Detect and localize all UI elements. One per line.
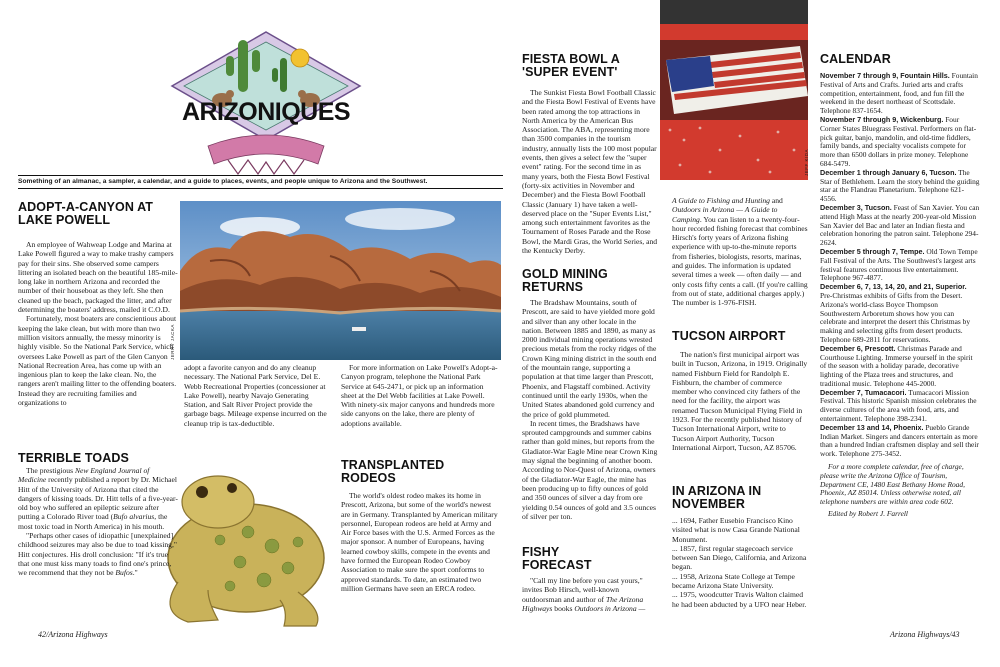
fiesta-heading: FIESTA BOWL A 'SUPER EVENT' [522, 52, 620, 79]
november-heading: IN ARIZONA IN NOVEMBER [672, 484, 762, 511]
footer-right: Arizona Highways/43 [890, 630, 960, 639]
fishy-heading: FISHY FORECAST [522, 545, 592, 572]
gold-paragraph-2: In recent times, the Bradshaws have sprouted campgrounds and summer cabins rather than gold mines, but reports from the Gladiator-War Eagle Mine near Crown King may signal the beginning of another boom. According to Nor-Quest of Arizona, owners of the Gladiator-War Eagle, the mine has been producing up to fifty ounces of gold and 350 ounces of silver a day from ore yielding 0.54 ounces of gold and 3.5 ounces of silver per ton. [522, 418, 658, 521]
tagline-rule-bottom [18, 188, 503, 189]
november-item: ... 1857, first regular stagecoach service between San Diego, California, and Arizona began. [672, 543, 807, 572]
rodeos-heading: TRANSPLANTED RODEOS [341, 458, 445, 485]
fiesta-bowl-photo [660, 0, 808, 180]
gold-body [522, 298, 658, 521]
fishy-body [522, 576, 658, 613]
adopt-column-3 [341, 363, 501, 428]
fiesta-paragraph-1: The Sunkist Fiesta Bowl Football Classic and the Fiesta Bowl Festival of Events have been rated among the top attractions in North America by the American Bus Association. The ABA, representing more than 3500 companies in the tourism industry, annually lists the 100 most popular events, then gives a select few the "super event" rating. For the second time in as many years, both the Fiesta Bowl Festival (forty-six activities in November and December) and the Fiesta Bowl Football Classic (January 1) have taken a well-deserved place on the "Super Events List," among such entertainment favorites as the Tournament of Roses Parade and the Rose Bowl, the Mardi Gras, the World Series, and the Kentucky Derby. [522, 88, 658, 256]
fiesta-photo-credit: JEFF KIDA [804, 148, 809, 176]
calendar-editor: Edited by Robert J. Farrell [828, 509, 908, 519]
gold-paragraph-1: The Bradshaw Mountains, south of Prescott, are said to have yielded more gold and silver than any other locale in the nation. Between 1885 and 1890, as many as 2000 individual mining operations wrested precious metals from the rocky ridges of the Crown King mining district in the south end of the mountain range, supporting a population at that time larger than Prescott, Phoenix, and Flagstaff combined. Activity continued until the early 1930s, when the United States abandoned gold currency and the price of gold plummeted. [522, 298, 657, 419]
calendar-entry: December 13 and 14, Phoenix. Pueblo Grande Indian Market. Singers and dancers entertain as more than a hundred Indian craftsmen display and sell their work. Telephone 275-3452. [820, 422, 979, 459]
canyon-photo-icon [180, 201, 501, 360]
calendar-entry: November 7 through 9, Wickenburg. Four Corner States Bluegrass Festival. Performers on flat-pick guitar, banjo, mandolin, and old-time fiddlers, family bands, and specialty vocalists compete for more than 6500 dollars in prize money. Telephone 684-5479. [820, 114, 977, 168]
toads-paragraph-1: The prestigious New England Journal of Medicine recently published a report by Dr. Michael Hitt of the University of Arizona that cited the dangers of kissing toads. Dr. Hitt tells of a five-year-old boy who suffered an epileptic seizure after putting a Colorado River toad (Bufo alvarius, the most toxic toad in North America) in his mouth. [18, 466, 178, 531]
calendar-entry: December 5 through 7, Tempe. Old Town Tempe Fall Festival of the Arts. The Southwest's largest arts festival features continuous live entertainment. Telephone 967-4877. [820, 246, 978, 283]
adopt-column-2 [184, 363, 330, 428]
tagline-rule-top [18, 175, 503, 176]
footer-left: 42/Arizona Highways [38, 630, 108, 639]
arizoniques-logo [168, 28, 364, 178]
airport-heading: TUCSON AIRPORT [672, 329, 786, 343]
calendar-entry: December 6, 7, 13, 14, 20, and 21, Superior. Pre-Christmas exhibits of Gifts from the Desert. Arizona's world-class Boyce Thompson Southwestern Arboretum shows how you can celebrate and interpret the desert this Christmas by making and selecting gifts from desert products. Telephone 689-2811 for reservations. [820, 282, 971, 344]
lake-powell-photo [180, 201, 501, 360]
logo-title: ARIZONIQUES [181, 98, 351, 126]
stadium-photo-icon [660, 0, 808, 180]
calendar-entry: December 3, Tucson. Feast of San Xavier. You can attend High Mass at the nearly 200-year-old Mission San Xavier del Bac and later an Indian fiesta and celebration honoring the patron saint. Telephone 294-2624. [820, 202, 980, 248]
calendar-entry: December 1 through January 6, Tucson. The Star of Bethlehem. Learn the story behind the guiding star at the Flandrau Planetarium. Telephone 621-4556. [820, 167, 980, 204]
adopt-photo-credit: JERRY JACKA [170, 324, 175, 360]
adopt-paragraph-2: Fortunately, most boaters are conscientious about keeping the lake clean, but with more than two million visitors annually, the messy minority is highly visible. So the National Park Service, which oversees Lake Powell as part of the Glen Canyon National Recreation Area, has come up with an ingenious plan to keep the lake clean. No, the rangers aren't mailing litter to the offending boaters. Instead they are recruiting families and organizations to [18, 314, 177, 408]
november-item: ... 1958, Arizona State College at Tempe became Arizona State University. [672, 571, 795, 591]
airport-paragraph-1: The nation's first municipal airport was built in Tucson, Arizona, in 1919. Originally named Fishburn Field for Randolph E. Fishburn, the chamber of commerce member who convinced city fathers of the need for the facility, the airport was renamed Tucson Municipal Flying Field in 1923. For the recently published history of Tucson International Airport, write to Tucson Airport Authority, Tucson International Airport, Tucson, AZ 85706. [672, 350, 808, 452]
toads-body [18, 466, 178, 578]
gold-heading: GOLD MINING RETURNS [522, 267, 608, 294]
calendar-entry: November 7 through 9, Fountain Hills. Fountain Festival of Arts and Crafts. Juried arts and crafts competition, entertainment, food, and fun fill the weekend in the desert northeast of Scottsdale. Telephone 837-1654. [820, 71, 978, 116]
tagline: Something of an almanac, a sampler, a calendar, and a guide to places, events, and people unique to Arizona and the Southwest. [18, 178, 428, 185]
calendar-entry: December 6, Prescott. Christmas Parade and Courthouse Lighting. Immerse yourself in the spirit of the season with a holiday parade, decorative lighting of the Plaza trees and structures, and traditional music. Telephone 445-2000. [820, 343, 973, 388]
november-item: ... 1694, Father Eusebio Francisco Kino visited what is now Casa Grande National Monument. [672, 516, 800, 544]
november-item: ... 1975, woodcutter Travis Walton claimed he had been abducted by a UFO near Heber. [672, 590, 807, 609]
adopt-paragraph-1: An employee of Wahweap Lodge and Marina at Lake Powell figured a way to make trashy campers pay for their sins. She observed some campers littering an isolated beach on the beautiful 185-mile-long lake in northern Arizona and recorded the number of their houseboat as they left. She then cleaned up the beach, packaged the litter, and after determining the boaters' address, mailed it C.O.D. [18, 240, 178, 315]
rodeos-body [341, 491, 501, 593]
fiesta-body [522, 88, 658, 255]
guide-paragraph-1: A Guide to Fishing and Hunting and Outdoors in Arizona — A Guide to Camping. You can listen to a twenty-four-hour recorded fishing forecast that combines Hirsch's forty years of Arizona fishing experience with up-to-the-minute reports from fisheries, biologists, resorts, marinas, and guides. The information is updated several times a week — often daily — and only costs fifty cents a call. (If you're calling from out of state, additional charges apply.) The number is 1-976-FISH. [672, 196, 808, 308]
rodeos-paragraph-1: The world's oldest rodeo makes its home in Prescott, Arizona, but some of the world's newest are in Germany. Transplanted by American military personnel, European rodeos are held at Army and Air Force bases with the U.S. Armed Forces as the major sponsor. A number of Europeans, having learned cowboy skills, compete in the events and have formed the European Rodeo Cowboy Association to make sure the sport conforms to approved standards. To date, an estimated two million Germans have seen an ERCA rodeo. [341, 491, 498, 593]
adopt-paragraph-4: For more information on Lake Powell's Adopt-a-Canyon program, telephone the National Park Service at 645-2471, or pick up an information sheet at the Del Webb facilities at Lake Powell. With ninety-six major canyons and hundreds more side canyons on the lake, there are plenty of adoptions available. [341, 363, 498, 428]
november-list [672, 516, 808, 609]
adopt-column-1 [18, 240, 178, 407]
calendar-heading: CALENDAR [820, 52, 891, 66]
guide-body [672, 196, 808, 308]
adopt-heading: ADOPT-A-CANYON AT LAKE POWELL [18, 200, 154, 227]
calendar-note: For a more complete calendar, free of charge, please write the Arizona Office of Tourism, Department CE, 1480 East Bethany Home Road, Phoenix, AZ 85014. Unless otherwise noted, all telephone numbers are within area code 602. [820, 462, 965, 507]
calendar-entry: December 7, Tumacacori. Tumacacori Mission Festival. This historic Spanish mission celebrates the diverse cultures of the area with food, arts, and entertainment. Telephone 398-2341. [820, 387, 977, 424]
airport-body [672, 350, 808, 452]
fishy-paragraph-1: "Call my line before you cast yours," invites Bob Hirsch, well-known outdoorsman and author of The Arizona Highways books Outdoors in Arizona — [522, 576, 646, 613]
adopt-paragraph-3: adopt a favorite canyon and do any cleanup necessary. The National Park Service, Del E. Webb Recreational Properties (concessioner at Lake Powell), nearby Navajo Generating Station, and Salt River Project provide the garbage bags. Mileage expense incurred on the cleanup trip is tax-deductible. [184, 363, 327, 428]
toads-paragraph-2: "Perhaps other cases of idiopathic [unexplained] childhood seizures may also be due to toad kissing," Hitt conjectures. His droll conclusion: "If it's true that one must kiss many toads to find one's prince, we recommend that they not be Bufos." [18, 531, 177, 578]
toads-heading: TERRIBLE TOADS [18, 451, 129, 465]
calendar-list [820, 72, 980, 519]
